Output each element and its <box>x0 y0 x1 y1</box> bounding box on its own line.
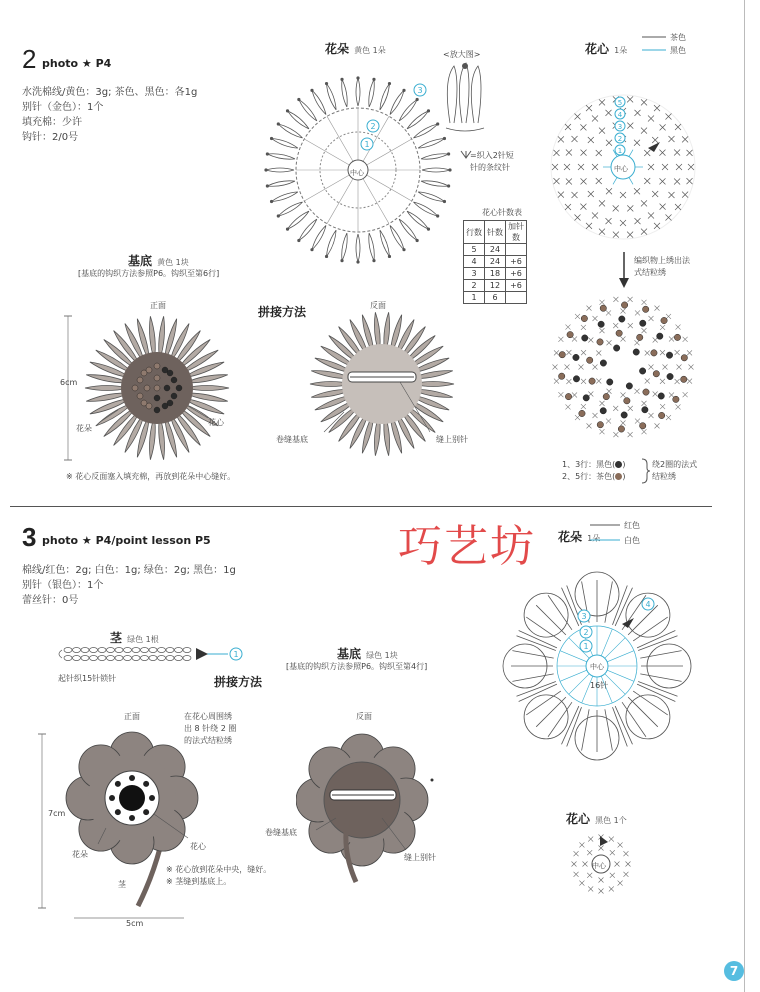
assembly-title-2: 拼接方法 <box>258 305 307 319</box>
label-base-3: 卷缝基底 <box>265 828 297 837</box>
assembly-title-3: 拼接方法 <box>214 675 263 689</box>
subtitle-text: 黄色 1朵 <box>354 46 386 55</box>
embroider-note: 编织物上绣出法 式结粒绣 <box>634 256 690 277</box>
table-cell: 6 <box>485 292 506 304</box>
heart-center-label-3: 中心 <box>592 862 606 870</box>
stem-start-note: 起针织15针锁针 <box>58 674 117 683</box>
table-cell: 4 <box>464 256 485 268</box>
legend-brown: 茶色 <box>670 33 686 42</box>
table-row <box>464 268 527 280</box>
materials-3 <box>22 563 236 608</box>
subtitle-text: 1朵 <box>587 534 601 543</box>
table-cell: 24 <box>485 244 506 256</box>
base-disc <box>342 344 422 424</box>
table-cell: 18 <box>485 268 506 280</box>
subtitle-text: 1朵 <box>614 46 628 55</box>
svg-text:1: 1 <box>583 642 589 651</box>
legend2-line2: 2、5行：茶色( ) <box>562 472 626 481</box>
heart-embroidered-2 <box>548 292 698 442</box>
title-text: 花心 <box>585 42 610 56</box>
table-row <box>464 244 527 256</box>
legend-black: 黑色 <box>670 46 686 55</box>
stitch-symbol-icon <box>460 150 472 160</box>
photo-ref-2: photo ★ P4 <box>42 57 112 70</box>
assembly-back-3 <box>296 722 446 892</box>
stitch-legend: =织入2针短 针的条纹针 <box>470 151 514 172</box>
heart-center-label: 中心 <box>614 165 628 173</box>
embroider-note-3: 在花心周围绣 出 8 针绕 2 圈 的法式结粒绣 <box>184 712 237 745</box>
section-number-2: 2 <box>22 44 37 74</box>
assembly-front-3 <box>34 728 224 928</box>
base-note-3: [基底的钩织方法参照P6。钩织至第4行] <box>286 662 428 671</box>
flower-center-label: 中心 <box>350 169 364 177</box>
flower-title-2 <box>325 38 386 57</box>
petal-zoom-diagram <box>440 58 490 133</box>
material-line: 钩针：2/0号 <box>22 132 79 143</box>
brace-icon <box>640 458 650 484</box>
table-cell: 2 <box>464 280 485 292</box>
table-header: 针数 <box>485 221 506 244</box>
svg-text:4: 4 <box>617 111 623 119</box>
material-line: 别针（金色）：1个 <box>22 102 104 113</box>
page-number: 7 <box>724 961 744 981</box>
table-cell: 12 <box>485 280 506 292</box>
section-divider <box>10 506 712 507</box>
base-note-2: [基底的钩织方法参照P6。钩织至第6行] <box>78 269 220 278</box>
page-edge <box>744 0 745 992</box>
label-flower-2: 花朵 <box>76 424 92 433</box>
label-pin-2: 缝上别针 <box>436 435 468 444</box>
base-title-2 <box>128 250 189 269</box>
legend-white: 白色 <box>624 536 640 545</box>
back-label-3: 反面 <box>356 712 372 721</box>
table-header-row <box>464 221 527 244</box>
flower-legend-lines-3 <box>588 518 624 546</box>
table-cell: +6 <box>506 280 527 292</box>
title-text: 花朵 <box>325 42 350 56</box>
label-pin-3: 缝上别针 <box>404 853 436 862</box>
svg-text:3: 3 <box>581 612 587 621</box>
material-line: 棉线/红色：2g; 白色：1g; 绿色：2g; 黑色：1g <box>22 565 236 576</box>
title-text: 基底 <box>128 254 153 268</box>
front-label-2: 正面 <box>150 301 166 310</box>
french-knots <box>558 302 687 432</box>
table-cell: +6 <box>506 268 527 280</box>
table-cell: +6 <box>506 256 527 268</box>
label-heart-3: 花心 <box>190 842 206 851</box>
title-text: 基底 <box>337 647 362 661</box>
table-row <box>464 256 527 268</box>
svg-text:2: 2 <box>583 628 589 637</box>
table-cell: 1 <box>464 292 485 304</box>
size-h-label-3: 7cm <box>48 809 66 818</box>
table-cell <box>506 244 527 256</box>
title-text: 花朵 <box>558 530 583 544</box>
note-2: ※ 花心反面塞入填充棉，再放到花朵中心缝好。 <box>66 472 236 481</box>
label-heart-2: 花心 <box>208 418 224 427</box>
subtitle-text: 黄色 1块 <box>157 258 189 267</box>
svg-text:1: 1 <box>233 650 239 659</box>
table-cell: 3 <box>464 268 485 280</box>
size-w-label-3: 5cm <box>126 919 144 928</box>
svg-text:4: 4 <box>645 600 651 609</box>
size-label-2: 6cm <box>60 378 78 387</box>
legend2-right: 绕2圈的法式 结粒绣 <box>652 460 698 481</box>
subtitle-text: 绿色 1块 <box>366 651 398 660</box>
materials-2 <box>22 85 197 145</box>
svg-text:3: 3 <box>417 86 423 95</box>
svg-text:2: 2 <box>370 122 376 131</box>
heart-title-3 <box>566 808 627 827</box>
table-cell: 24 <box>485 256 506 268</box>
subtitle-text: 绿色 1根 <box>127 635 159 644</box>
title-text: 花心 <box>566 812 591 826</box>
photo-ref-3: photo ★ P4/point lesson P5 <box>42 534 211 547</box>
subtitle-text: 黑色 1个 <box>595 816 627 825</box>
material-line: 填充棉：少许 <box>22 117 82 128</box>
material-line: 蕾丝针：0号 <box>22 595 79 606</box>
legend2-text: 2、5行：茶色( <box>562 472 616 481</box>
svg-text:5: 5 <box>617 99 623 107</box>
label-stem-3: 茎 <box>118 880 126 889</box>
base-title-3 <box>337 643 398 662</box>
table-header: 行数 <box>464 221 485 244</box>
down-arrow-icon <box>618 250 630 290</box>
legend2-line1: 1、3行：黑色( ) <box>562 460 626 469</box>
heart-title-2 <box>585 38 627 57</box>
legend2-text: 1、3行：黑色( <box>562 460 616 469</box>
material-line: 水洗棉线/黄色：3g; 茶色、黑色：各1g <box>22 87 198 98</box>
front-label-3: 正面 <box>124 712 140 721</box>
svg-text:1: 1 <box>364 140 370 149</box>
table-header: 加针数 <box>506 221 527 244</box>
stitch-count-label: 16针 <box>590 681 609 690</box>
section-number-3: 3 <box>22 522 37 552</box>
material-line: 别针（银色）：1个 <box>22 580 104 591</box>
back-label-2: 反面 <box>370 301 386 310</box>
label-base-2: 卷缝基底 <box>276 435 308 444</box>
zoom-label: <放大图> <box>443 50 481 59</box>
svg-text:2: 2 <box>617 135 623 143</box>
heart-legend-lines <box>640 32 670 58</box>
count-table <box>463 220 527 304</box>
watermark: 巧艺坊 <box>398 521 536 572</box>
svg-text:3: 3 <box>617 123 623 131</box>
table-cell: 5 <box>464 244 485 256</box>
stem-chart <box>56 644 256 668</box>
count-table-title: 花心针数表 <box>482 208 522 217</box>
black-center <box>119 785 145 811</box>
legend-red: 红色 <box>624 521 640 530</box>
assembly-front-2 <box>60 310 230 470</box>
svg-text:1: 1 <box>617 147 623 155</box>
flower-center-label-3: 中心 <box>590 663 604 671</box>
notes-3: ※ 花心放到花朵中央，缝好。 ※ 茎缝到基底上。 <box>166 865 272 886</box>
label-flower-3: 花朵 <box>72 850 88 859</box>
table-row <box>464 280 527 292</box>
table-cell <box>506 292 527 304</box>
title-text: 茎 <box>110 631 123 645</box>
table-row <box>464 292 527 304</box>
